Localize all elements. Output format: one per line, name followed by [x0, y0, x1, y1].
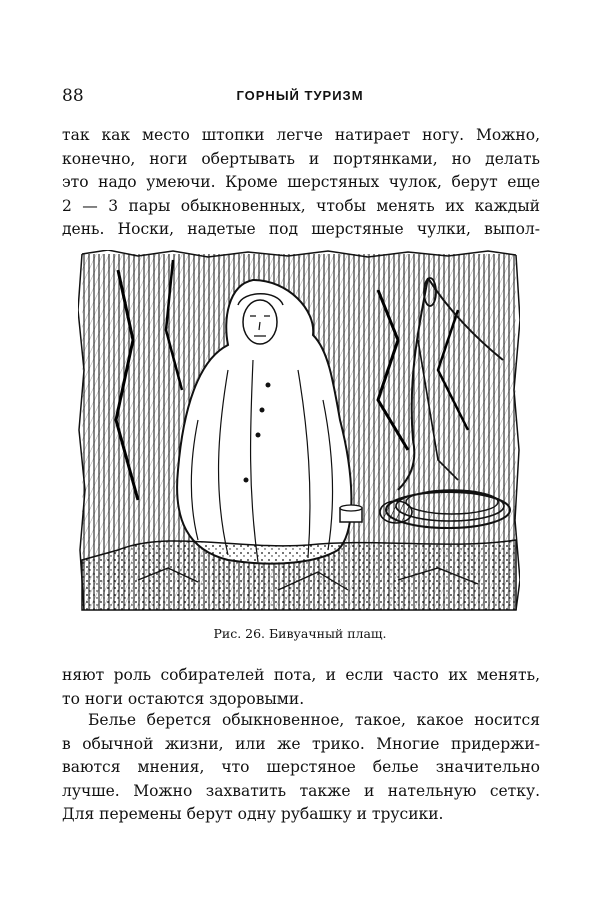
running-title: ГОРНЫЙ ТУРИЗМ	[236, 88, 364, 103]
page-number: 88	[62, 86, 84, 106]
paragraph-1	[62, 124, 540, 242]
page-header	[62, 86, 538, 108]
text-line: день. Носки, надетые под шерстяные чулки, выпол-	[62, 220, 540, 238]
text-line: Для перемены берут одну рубашку и трусики.	[62, 805, 444, 823]
figure-illustration	[78, 250, 520, 612]
figure-caption: Рис. 26. Бивуачный плащ.	[213, 626, 387, 641]
text-line: лучше. Можно захватить также и нательную сетку.	[62, 781, 540, 800]
text-line: в обычной жизни, или же трико. Многие придержи-	[62, 734, 540, 753]
text-line: то ноги остаются здоровыми.	[62, 689, 305, 708]
text-line: конечно, ноги обертывать и портянками, но делать	[62, 149, 540, 168]
paragraph-2	[62, 664, 540, 711]
text-line: это надо умеючи. Кроме шерстяных чулок, берут еще	[62, 173, 540, 191]
bivouac-cloak-illustration	[78, 250, 520, 612]
text-line: Белье берется обыкновенное, такое, какое носится	[88, 711, 540, 729]
paragraph-3	[62, 709, 540, 827]
text-line: ваются мнения, что шерстяное белье значительно	[62, 758, 540, 776]
text-line: няют роль собирателей пота, и если часто их менять,	[62, 666, 540, 684]
text-line: 2 — 3 пары обыкновенных, чтобы менять их каждый	[62, 196, 540, 215]
text-line: так как место штопки легче натирает ногу. Можно,	[62, 126, 540, 144]
